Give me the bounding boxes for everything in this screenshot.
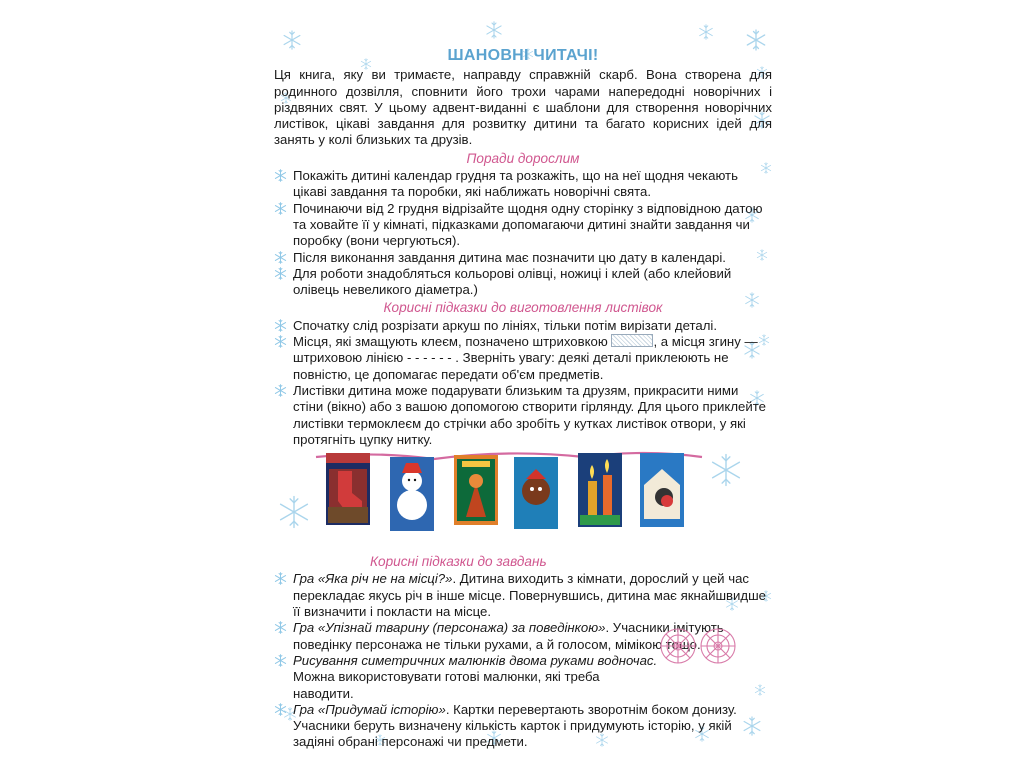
snowflake-icon xyxy=(282,30,302,50)
list-item xyxy=(274,334,772,383)
list-item xyxy=(274,168,772,201)
intro-paragraph: Ця книга, яку ви тримаєте, направду справжній скарб. Вона створена для родинного дозвілля, сповнити його трохи чарами напередодні новорічних і різдвяних свят. У цьому адвент-виданні є шаблони для створення новорічних листівок, цікаві завдання для розвитку дитини та багато корисних ідей для занять у колі близьких та друзів. xyxy=(274,67,772,148)
card-stocking xyxy=(326,453,370,525)
flower-decoration xyxy=(656,622,740,670)
hatched-area-sample xyxy=(611,334,653,347)
task-text: . Дитина виходить з кімнати, дорослий у цей час перекладає якусь річ в інше місце. Повернувшись, дитина має якнайшвидше її визначити і покласти на місце. xyxy=(293,571,767,620)
task-lead: Гра «Упізнай тварину (персонажа) за поведінкою» xyxy=(293,620,606,636)
list-item xyxy=(274,702,772,751)
task-lead: Гра «Придумай історію» xyxy=(293,701,446,717)
list-item xyxy=(274,250,772,266)
list-item-text: Спочатку слід розрізати аркуш по лініях, тільки потім вирізати деталі. xyxy=(293,317,717,333)
snowflake-icon xyxy=(274,384,287,397)
task-text: . Картки перевертають зворотнім боком донизу. Учасники беруть визначену кількість карток і придумують історію, у якій задіяні обрані персонажі чи предмети. xyxy=(293,701,737,750)
task-lead: Рисування симетричних малюнків двома руками водночас. xyxy=(293,652,658,668)
snowflake-icon xyxy=(274,251,287,264)
heading-tasks: Корисні підказки до завдань xyxy=(370,554,547,570)
snowflake-icon xyxy=(274,202,287,215)
flower-icon xyxy=(661,629,695,663)
list-item-text: Листівки дитина може подарувати близьким та друзям, прикрасити ними стіни (вікно) або з вашою допомогою створити гірлянду. Для цього приклейте листівки термоклеєм до стрічки або зробіть у кутках листівок отвори, у які протягніть цупку нитку. xyxy=(293,382,766,447)
list-item xyxy=(274,201,772,250)
snowflake-icon xyxy=(274,654,287,667)
card-bird xyxy=(514,457,558,529)
task-text: . Учасники імітують поведінку персонажа не тільки рухами, а й голосом, мімікою тощо. xyxy=(293,620,724,652)
list-item xyxy=(274,571,772,620)
heading-adults: Поради дорослим xyxy=(466,150,580,166)
list-item xyxy=(274,383,772,448)
snowflake-icon xyxy=(274,621,287,634)
list-item-text: , а місця згину — штриховою лінією - - - - - - . Зверніть увагу: деякі деталі приклеюють не повністю, це допомагає передати об'єм предметів. xyxy=(293,334,758,382)
snowflake-icon xyxy=(274,267,287,280)
list-item xyxy=(274,318,772,334)
snowflake-icon xyxy=(485,21,503,39)
cards-list xyxy=(274,318,772,448)
card-candles xyxy=(578,453,622,527)
snowflake-icon xyxy=(274,319,287,332)
snowflake-icon xyxy=(698,24,714,40)
list-item xyxy=(274,266,772,299)
snowflake-icon xyxy=(274,572,287,585)
card-snowman xyxy=(390,457,434,531)
list-item-text: Покажіть дитині календар грудня та розкажіть, що на неї щодня чекають цікаві завдання та поробки, які наближать новорічні свята. xyxy=(293,168,738,200)
card-fox xyxy=(454,455,498,525)
page-title: ШАНОВНІ ЧИТАЧІ! xyxy=(447,47,599,64)
list-item-text: Місця, які змащують клеєм, позначено штриховкою xyxy=(293,334,608,350)
heading-cards: Корисні підказки до виготовлення листівок xyxy=(383,300,663,316)
list-item-text: Після виконання завдання дитина має позначити цю дату в календарі. xyxy=(293,249,726,265)
adults-list xyxy=(274,168,772,298)
task-lead: Гра «Яка річ не на місці?» xyxy=(293,571,453,587)
list-item-text: Починаючи від 2 грудня відрізайте щодня одну сторінку з відповідною датою та ховайте її у кімнаті, підказками допомагаючи дитині знайти завдання чи поробку (вони чергуються). xyxy=(293,200,763,249)
flower-icon xyxy=(701,629,735,663)
card-bullfinch xyxy=(640,453,684,527)
card-garland-illustration xyxy=(314,447,704,547)
list-item-text: Для роботи знадобляться кольорові олівці, ножиці і клей (або клейовий олівець невеликого діаметра.) xyxy=(293,265,732,298)
snowflake-icon xyxy=(274,703,287,716)
snowflake-icon xyxy=(274,169,287,182)
task-text: Можна використовувати готові малюнки, які треба наводити. xyxy=(293,669,600,701)
snowflake-icon xyxy=(274,335,287,348)
